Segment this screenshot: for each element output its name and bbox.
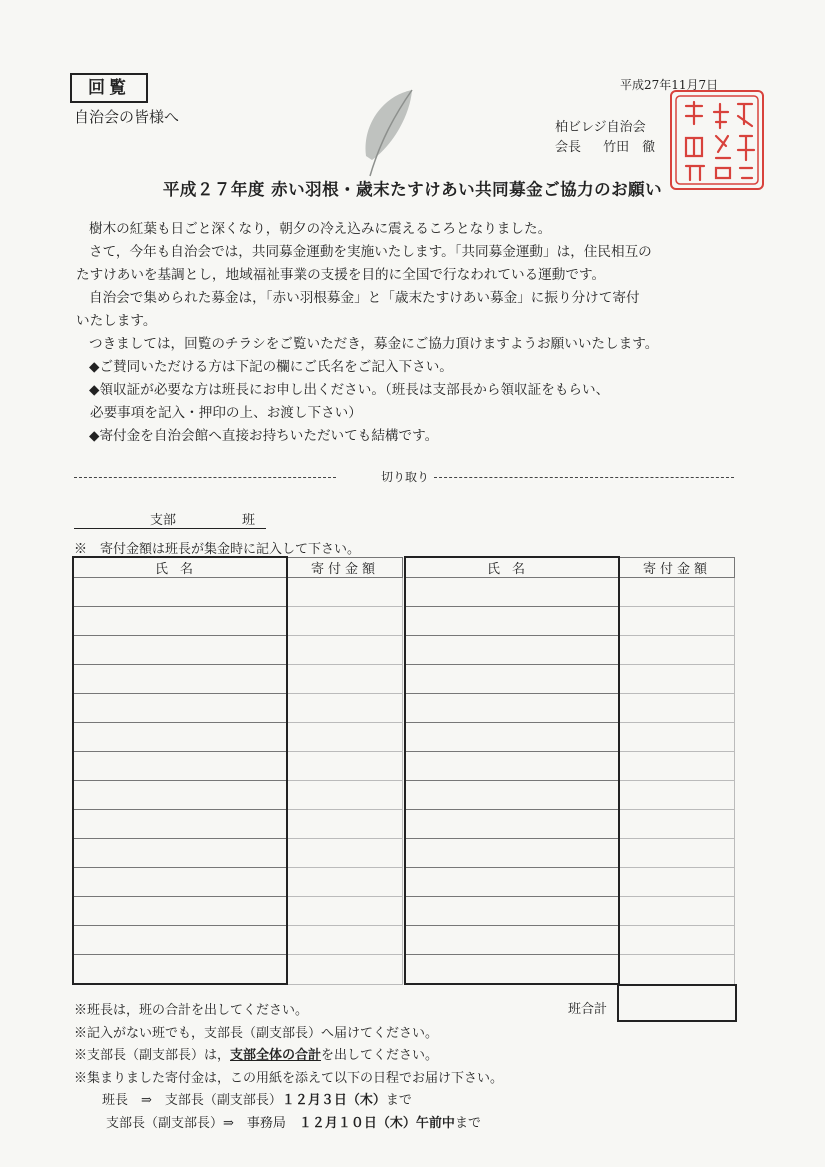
table-row <box>405 578 735 607</box>
bullet-item: ◆寄付金を自治会館へ直接お持ちいただいても結構です。 <box>89 428 439 444</box>
name-cell[interactable] <box>73 897 287 926</box>
table-row <box>73 926 403 955</box>
amount-cell[interactable] <box>619 955 735 985</box>
name-cell[interactable] <box>405 694 619 723</box>
footer-note-part: を出してください。 <box>321 1048 439 1063</box>
table-row <box>405 607 735 636</box>
amount-cell[interactable] <box>287 752 403 781</box>
name-column-header: 氏名 <box>73 557 287 578</box>
amount-cell[interactable] <box>619 839 735 868</box>
kairan-label: 回覧 <box>70 73 148 103</box>
name-cell[interactable] <box>405 781 619 810</box>
table-row <box>405 665 735 694</box>
cut-line <box>74 468 734 488</box>
schedule-route: 支部長（副支部長）⇒ 事務局 <box>106 1115 286 1131</box>
group-total-label: 班合計 <box>568 1002 608 1017</box>
table-row <box>405 868 735 897</box>
table-row <box>405 839 735 868</box>
schedule-date: １２月１０日（木）午前中 <box>298 1115 455 1131</box>
amount-cell[interactable] <box>619 752 735 781</box>
name-cell[interactable] <box>405 897 619 926</box>
name-cell[interactable] <box>73 607 287 636</box>
paragraph: さて，今年も自治会では，共同募金運動を実施いたします。「共同募金運動」は，住民相互の <box>89 244 652 260</box>
group-total-box[interactable] <box>617 984 737 1022</box>
table-row <box>73 723 403 752</box>
name-cell[interactable] <box>405 723 619 752</box>
date: 平成27年11月7日 <box>620 78 719 92</box>
cut-line-label: 切り取り <box>380 470 429 484</box>
amount-cell[interactable] <box>619 607 735 636</box>
table-row <box>405 897 735 926</box>
amount-cell[interactable] <box>619 665 735 694</box>
red-feather-icon <box>352 86 422 186</box>
name-cell[interactable] <box>73 926 287 955</box>
amount-cell[interactable] <box>619 636 735 665</box>
donation-table-left <box>72 556 403 985</box>
footer-note: ※記入がない班でも，支部長（副支部長）へ届けてください。 <box>74 1025 439 1041</box>
amount-cell[interactable] <box>287 665 403 694</box>
dashed-line-right <box>434 477 734 478</box>
amount-cell[interactable] <box>619 810 735 839</box>
branch-label: 支部 <box>150 513 177 528</box>
paragraph: 樹木の紅葉も日ごと深くなり，朝夕の冷え込みに震えるころとなりました。 <box>89 221 552 237</box>
table-row <box>73 636 403 665</box>
page-title: 平成２７年度 赤い羽根・歳末たすけあい共同募金ご協力のお願い <box>162 180 663 199</box>
schedule-suffix: まで <box>385 1093 412 1108</box>
footer-note: ※集まりました寄付金は，この用紙を添えて以下の日程でお届け下さい。 <box>74 1070 504 1086</box>
paragraph: たすけあいを基調とし，地域福祉事業の支援を目的に全国で行なわれている運動です。 <box>76 267 606 283</box>
amount-cell[interactable] <box>287 636 403 665</box>
chairperson <box>555 136 655 155</box>
paragraph: つきましては，回覧のチラシをご覧いただき，募金にご協力頂けますようお願いいたします。 <box>89 336 659 352</box>
name-cell[interactable] <box>73 752 287 781</box>
table-row <box>73 810 403 839</box>
body-text <box>76 218 756 448</box>
organization-name: 柏ビレジ自治会 <box>555 120 646 135</box>
table-row <box>73 781 403 810</box>
amount-cell[interactable] <box>287 868 403 897</box>
amount-cell[interactable] <box>287 694 403 723</box>
amount-cell[interactable] <box>287 781 403 810</box>
name-cell[interactable] <box>405 839 619 868</box>
name-cell[interactable] <box>405 578 619 607</box>
chair-title: 会長 <box>555 140 582 155</box>
bullet-item: ◆領収証が必要な方は班長にお申し出ください。（班長は支部長から領収証をもらい、 <box>89 382 610 398</box>
table-row <box>405 810 735 839</box>
bullet-item-continued: 必要事項を記入・押印の上、お渡し下さい） <box>90 405 362 421</box>
footer-note-emphasis: 支部全体の合計 <box>230 1048 322 1063</box>
amount-cell[interactable] <box>287 839 403 868</box>
table-row <box>405 636 735 665</box>
amount-cell[interactable] <box>287 926 403 955</box>
red-seal-stamp <box>670 90 764 190</box>
amount-column-header: 寄付金額 <box>619 557 735 578</box>
name-cell[interactable] <box>73 578 287 607</box>
schedule-line <box>74 1090 503 1113</box>
amount-cell[interactable] <box>287 607 403 636</box>
group-label: 班 <box>242 513 256 528</box>
table-row <box>73 897 403 926</box>
name-cell[interactable] <box>405 665 619 694</box>
name-cell[interactable] <box>73 694 287 723</box>
table-row <box>73 752 403 781</box>
name-cell[interactable] <box>73 636 287 665</box>
amount-cell[interactable] <box>619 897 735 926</box>
amount-cell[interactable] <box>287 810 403 839</box>
bullet-item: ◆ご賛同いただける方は下記の欄にご氏名をご記入下さい。 <box>89 359 453 375</box>
amount-note: ※ 寄付金額は班長が集金時に記入して下さい。 <box>74 542 361 557</box>
name-cell[interactable] <box>405 752 619 781</box>
donation-table-right <box>404 556 735 985</box>
table-row <box>73 578 403 607</box>
paragraph: 自治会で集められた募金は，「赤い羽根募金」と「歳末たすけあい募金」に振り分けて寄付 <box>89 290 640 306</box>
branch-group-line <box>74 512 266 529</box>
name-cell[interactable] <box>405 810 619 839</box>
amount-cell[interactable] <box>619 578 735 607</box>
name-cell[interactable] <box>405 868 619 897</box>
table-row <box>73 955 403 985</box>
amount-cell[interactable] <box>287 897 403 926</box>
table-row <box>73 607 403 636</box>
name-cell[interactable] <box>73 810 287 839</box>
table-row <box>405 955 735 985</box>
salutation: 自治会の皆様へ <box>74 108 180 126</box>
amount-cell[interactable] <box>287 723 403 752</box>
amount-cell[interactable] <box>619 781 735 810</box>
amount-cell[interactable] <box>619 723 735 752</box>
table-row <box>405 694 735 723</box>
schedule-suffix: まで <box>454 1115 481 1131</box>
name-cell[interactable] <box>73 665 287 694</box>
footer-note: ※班長は，班の合計を出してください。 <box>74 1003 309 1018</box>
table-row <box>405 723 735 752</box>
amount-cell[interactable] <box>619 868 735 897</box>
amount-cell[interactable] <box>287 955 403 985</box>
table-row <box>73 665 403 694</box>
amount-cell[interactable] <box>619 694 735 723</box>
name-cell[interactable] <box>73 723 287 752</box>
name-cell[interactable] <box>405 926 619 955</box>
schedule-route: 班長 ⇒ 支部長（副支部長） <box>102 1093 282 1108</box>
table-row <box>73 868 403 897</box>
amount-column-header: 寄付金額 <box>287 557 403 578</box>
table-row <box>73 839 403 868</box>
name-cell[interactable] <box>73 955 287 985</box>
paragraph: いたします。 <box>76 313 157 329</box>
name-cell[interactable] <box>405 636 619 665</box>
name-cell[interactable] <box>405 955 619 985</box>
table-row <box>405 926 735 955</box>
table-row <box>405 781 735 810</box>
amount-cell[interactable] <box>619 926 735 955</box>
table-row <box>73 694 403 723</box>
name-cell[interactable] <box>73 839 287 868</box>
footer-note <box>74 1045 503 1068</box>
name-column-header: 氏名 <box>405 557 619 578</box>
footer-note-part: ※支部長（副支部長）は， <box>74 1048 231 1063</box>
amount-cell[interactable] <box>287 578 403 607</box>
schedule-line <box>74 1113 503 1136</box>
table-row <box>405 752 735 781</box>
schedule-date: １２月３日（木） <box>281 1093 386 1108</box>
name-cell[interactable] <box>73 781 287 810</box>
name-cell[interactable] <box>405 607 619 636</box>
chair-name: 竹田 徹 <box>603 140 656 155</box>
footer-notes <box>74 1000 503 1135</box>
name-cell[interactable] <box>73 868 287 897</box>
dashed-line-left <box>74 477 336 478</box>
